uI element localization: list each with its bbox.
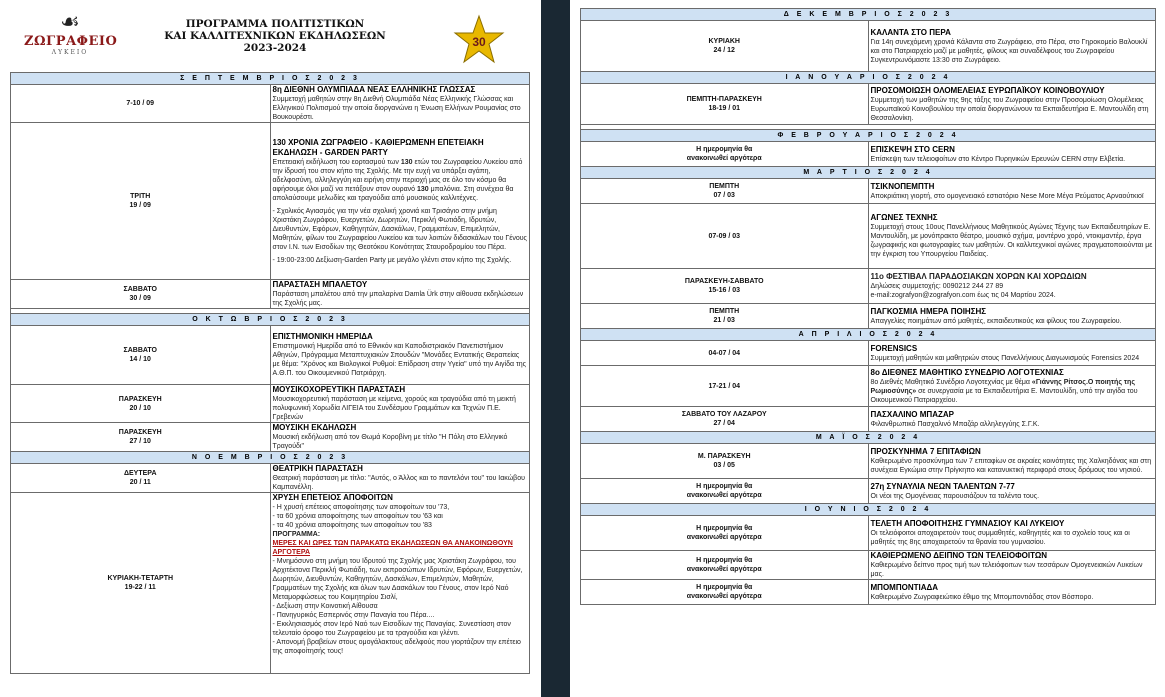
event-body	[270, 464, 530, 493]
text-fragment: Επετειακή εκδήλωση του εορτασμού των	[272, 158, 401, 166]
text-fragment: 130	[417, 185, 429, 193]
event-date	[581, 304, 869, 329]
event-day-number: 07 / 03	[713, 192, 735, 199]
event-day-number: ανακοινωθεί αργότερα	[686, 534, 762, 541]
event-title: ΜΟΥΣΙΚΗ ΕΚΔΗΛΩΣΗ	[272, 423, 357, 432]
event-row	[581, 341, 1156, 366]
month-header-april: Α Π Ρ Ι Λ Ι Ο Σ 2 0 2 4	[581, 329, 1156, 341]
event-row	[581, 444, 1156, 479]
event-date: 07-09 / 03	[581, 204, 869, 269]
event-body	[868, 179, 1156, 204]
event-description: Συγκεντρωνόμαστε 13:30 στο Ζωγράφειο.	[870, 56, 1001, 64]
event-title: ΜΟΥΣΙΚΟΧΟΡΕΥΤΙΚΗ ΠΑΡΑΣΤΑΣΗ	[272, 385, 406, 394]
event-row	[581, 551, 1156, 580]
event-title: ΕΠΙΣΤΗΜΟΝΙΚΗ ΗΜΕΡΙΔΑ	[272, 332, 373, 341]
anniversary-star-icon	[453, 14, 505, 66]
event-body	[868, 366, 1156, 407]
event-row	[11, 326, 530, 385]
star-badge-text: 30	[472, 35, 486, 49]
event-date	[581, 142, 869, 167]
left-page	[0, 0, 541, 697]
event-body	[868, 84, 1156, 125]
event-body	[868, 21, 1156, 72]
event-date: 04-07 / 04	[581, 341, 869, 366]
event-title: ΑΓΩΝΕΣ ΤΕΧΝΗΣ	[870, 213, 938, 222]
event-title: ΤΕΛΕΤΗ ΑΠΟΦΟΙΤΗΣΗΣ ΓΥΜΝΑΣΙΟΥ ΚΑΙ ΛΥΚΕΙΟΥ	[870, 519, 1065, 528]
event-description: Μουσικοχορευτική παράσταση με κείμενα, χορούς και τραγούδια από τη μεικτή πολυφωνική Χορωδία ΛΙΓΕΙΑ του Συνδέσμου Γραμμάτων και Τεχνών Π.Ε. Γρεβενών	[272, 396, 516, 421]
page-title	[150, 18, 400, 54]
contact-email: e-mail:zografyon@zografyon.com έως τις 04 Μαρτίου 2024.	[870, 292, 1056, 299]
event-date	[581, 580, 869, 605]
event-day: ΠΕΜΠΤΗ-ΠΑΡΑΣΚΕΥΗ	[686, 96, 762, 103]
event-description: Απαγγελίες ποιημάτων από μαθητές, εκπαιδευτικούς και φίλους του Ζωγραφείου.	[870, 317, 1122, 325]
event-body	[868, 551, 1156, 580]
event-day-number: 14 / 10	[129, 356, 151, 363]
logo-subtitle: ΛΥΚΕΙΟ	[51, 49, 89, 56]
event-title: 130 ΧΡΟΝΙΑ ΖΩΓΡΑΦΕΙΟ - ΚΑΘΙΕΡΩΜΕΝΗ ΕΠΕΤΕΙΑΚΗ ΕΚΔΗΛΩΣΗ - GARDEN PARTY	[272, 137, 484, 157]
event-row	[581, 304, 1156, 329]
event-title: ΘΕΑΤΡΙΚΗ ΠΑΡΑΣΤΑΣΗ	[272, 464, 363, 473]
event-day: ΔΕΥΤΕΡΑ	[123, 470, 157, 477]
event-title: ΠΑΓΚΟΣΜΙΑ ΗΜΕΡΑ ΠΟΙΗΣΗΣ	[870, 306, 987, 316]
event-day-number: 20 / 10	[129, 404, 151, 412]
event-row	[581, 142, 1156, 167]
event-date	[11, 385, 271, 423]
event-body	[868, 204, 1156, 269]
event-title: 11ο ΦΕΣΤΙΒΑΛ ΠΑΡΑΔΟΣΙΑΚΩΝ ΧΟΡΩΝ ΚΑΙ ΧΟΡΩΔΙΩΝ	[870, 272, 1087, 281]
month-header-february: Φ Ε Β Ρ Ο Υ Α Ρ Ι Ο Σ 2 0 2 4	[581, 130, 1156, 142]
event-title: 8η ΔΙΕΘΝΗ ΟΛΥΜΠΙΑΔΑ ΝΕΑΣ ΕΛΛΗΝΙΚΗΣ ΓΛΩΣΣΑΣ	[272, 85, 476, 94]
event-body	[868, 142, 1156, 167]
month-header-june: Ι Ο Υ Ν Ι Ο Σ 2 0 2 4	[581, 504, 1156, 516]
schedule-table-right	[580, 8, 1156, 605]
event-date: 17-21 / 04	[581, 366, 869, 407]
event-date	[11, 464, 271, 493]
event-title: ΚΑΛΑΝΤΑ ΣΤΟ ΠΕΡΑ	[870, 27, 951, 37]
event-row	[581, 204, 1156, 269]
event-date	[11, 493, 271, 674]
event-date	[581, 551, 869, 580]
title-line-1: ΠΡΟΓΡΑΜΜΑ ΠΟΛΙΤΙΣΤΙΚΩΝ	[185, 18, 365, 30]
event-description: Φιλανθρωπικό Πασχαλινό Μπαζάρ αλληλεγγύης Σ.Γ.Κ.	[870, 420, 1040, 428]
event-day: Η ημερομηνία θα	[696, 525, 753, 532]
event-description: - Μνημόσυνο στη μνήμη του Ιδρυτού της Σχολής μας Χριστάκη Ζωγράφου, του Αρχιτέκτονα Περικλή Φωτιάδη, των εκπροσώπων Ιδρυτών, Εφόρων, Ευεργετών, Δωρητών, Διευθυντών, Καθηγητών, Δασκάλων, Επιμελητών, Μαθητών, Γραμματέων της Σχολής και όλων των Δασκάλων του Γένους, στον Ιερό Ναό Μεταμορφώσεως του Κοιμητηρίου Σισλί,	[272, 558, 523, 601]
event-description: Οι νέοι της Ομογένειας παρουσιάζουν τα ταλέντα τους.	[870, 492, 1040, 500]
event-row	[581, 479, 1156, 504]
month-header-january: Ι Α Ν Ο Υ Α Ρ Ι Ο Σ 2 0 2 4	[581, 72, 1156, 84]
event-row	[11, 280, 530, 309]
event-date	[11, 423, 271, 452]
event-description: - Η χρυσή επέτειος αποφοίτησης των αποφοίτων του '73,	[272, 504, 450, 511]
event-day: ΤΡΙΤΗ	[130, 193, 151, 200]
event-body	[270, 385, 530, 423]
event-title: ΠΑΡΑΣΤΑΣΗ ΜΠΑΛΕΤΟΥ	[272, 280, 368, 289]
event-day: ΠΕΜΠΤΗ	[709, 183, 740, 190]
event-date	[581, 269, 869, 304]
event-day: Η ημερομηνία θα	[696, 584, 753, 591]
event-body	[270, 123, 530, 280]
text-fragment: 130	[400, 158, 413, 166]
event-description: Συμμετοχή μαθητών και μαθητριών στους Πανελλήνιους Διαγωνισμούς Forensics 2024	[870, 354, 1140, 362]
event-day: Η ημερομηνία θα	[696, 146, 753, 153]
event-row	[11, 423, 530, 452]
event-description: - Δεξίωση στην Κοινοτική Αίθουσα	[272, 603, 378, 610]
event-body	[868, 304, 1156, 329]
event-row	[581, 580, 1156, 605]
event-body	[270, 493, 530, 674]
event-description: Επιστημονική Ημερίδα από το Εθνικόν και Καποδιστριακόν Πανεπιστήμιον Αθηνών, Πρόγραμμα Μεταπτυχιακών Σπουδών "Μονάδες Εντατικής Θεραπείας με θέμα: "Χρόνος και Βιολογικοί Ρυθμοί: Επίδραση στην Υγεία" υπό την Αιγίδα της Α.Θ.Π. του Οικουμενικού Πατριάρχη.	[272, 343, 527, 377]
event-day: ΚΥΡΙΑΚΗ-ΤΕΤΑΡΤΗ	[107, 575, 174, 582]
event-description: - τα 60 χρόνια αποφοίτησης των αποφοίτων του '63 και	[272, 513, 443, 520]
event-date	[581, 179, 869, 204]
event-day: Η ημερομηνία θα	[696, 557, 753, 564]
event-date	[581, 84, 869, 125]
event-date	[581, 444, 869, 479]
event-title: ΤΣΙΚΝΟΠΕΜΠΤΗ	[870, 181, 935, 191]
event-title: ΠΑΣΧΑΛΙΝΟ ΜΠΑΖΑΡ	[870, 409, 954, 419]
event-date	[11, 280, 271, 309]
event-description	[871, 378, 1154, 405]
event-day-number: ανακοινωθεί αργότερα	[686, 492, 762, 499]
event-day: ΣΑΒΒΑΤΟ	[123, 347, 157, 354]
event-row	[581, 366, 1156, 407]
event-day: ΚΥΡΙΑΚΗ	[708, 38, 740, 45]
text-fragment: 8ο Διεθνές Μαθητικό Συνέδριο Λογοτεχνίας με θέμα	[870, 378, 1032, 386]
event-date: 7-10 / 09	[11, 85, 271, 123]
event-title: ΚΑΘΙΕΡΩΜΕΝΟ ΔΕΙΠΝΟ ΤΩΝ ΤΕΛΕΙΟΦΟΙΤΩΝ	[870, 551, 1048, 560]
event-day-number: ανακοινωθεί αργότερα	[686, 593, 762, 600]
month-header-may: Μ Α Ϊ Ο Σ 2 0 2 4	[581, 432, 1156, 444]
event-description: - Απονομή βραβείων στους ομογάλακτους αδελφούς που γιορτάζουν την επέτειο της αποφοίτησής τους!	[272, 639, 521, 655]
event-day: ΣΑΒΒΑΤΟ ΤΟΥ ΛΑΖΑΡΟΥ	[681, 411, 767, 418]
event-description: Συμμετοχή μαθητών στην 8η Διεθνή Ολυμπιάδα Νέας Ελληνικής Γλώσσας και Ελληνικού Πολιτισμού την οποία διοργανώνει η Ένωση Ελλήνων Ρουμανίας στο Βουκουρέστι.	[272, 96, 521, 121]
month-header-october: Ο Κ Τ Ω Β Ρ Ι Ο Σ 2 0 2 3	[11, 314, 530, 326]
event-body	[868, 444, 1156, 479]
event-day-number: 15-16 / 03	[708, 287, 741, 294]
school-logo	[24, 12, 116, 56]
event-description: Επίσκεψη των τελειοφοίτων στο Κέντρο Πυρηνικών Ερευνών CERN στην Ελβετία.	[870, 155, 1126, 163]
right-page	[570, 0, 1165, 697]
event-description: Παράσταση μπαλέτου από την μπαλαρίνα Damla Ürk στην αίθουσα εκδηλώσεων της Σχολής μας.	[272, 291, 524, 307]
event-description: Μουσική εκδήλωση από τον Θωμά Κοροβίνη με τίτλο "Η Πόλη στο Ελληνικό Τραγούδι"	[272, 434, 508, 450]
event-description: Για 14η συνεχόμενη χρονιά Κάλαντα στο Ζωγράφειο, στο Πέρα, στο Γηροκομείο Βαλουκλί και στο Πατριαρχείο μαζί με μαθητές, φίλους και συναδέλφους του Ζωγραφείου	[870, 38, 1148, 55]
event-description: Καθιερωμένο δείπνο προς τιμή των τελειόφοιτων των τεσσάρων Ομογενειακών Λυκείων μας.	[870, 562, 1143, 578]
event-body	[868, 479, 1156, 504]
event-day: ΠΕΜΠΤΗ	[709, 308, 740, 315]
month-header-march: Μ Α Ρ Τ Ι Ο Σ 2 0 2 4	[581, 167, 1156, 179]
event-row	[581, 179, 1156, 204]
event-title: ΠΡΟΣΚΥΝΗΜΑ 7 ΕΠΙΤΑΦΙΩΝ	[870, 447, 981, 456]
event-row	[581, 516, 1156, 551]
program-label: ΠΡΟΓΡΑΜΜΑ:	[272, 531, 321, 538]
event-day-number: 30 / 09	[129, 295, 151, 302]
event-row	[581, 21, 1156, 72]
event-description: Αποκριάτικη γιορτή, στο ομογενειακό εστιατόριο Nese More Μέγα Ρεύματος Αρναούτκιοϊ	[870, 192, 1144, 200]
event-day-number: 19 / 09	[129, 202, 151, 209]
event-day-number: ανακοινωθεί αργότερα	[686, 566, 762, 573]
event-row	[11, 385, 530, 423]
event-description: Θεατρική παράσταση με τίτλο: "Αυτός, ο Άλλος και το παντελόνι του" του Ιακώβου Καμπανέλλη.	[272, 475, 525, 491]
event-row	[11, 123, 530, 280]
event-title: ΠΡΟΣΟΜΟΙΩΣΗ ΟΛΟΜΕΛΕΙΑΣ ΕΥΡΩΠΑΪΚΟΥ ΚΟΙΝΟΒΟΥΛΙΟΥ	[870, 85, 1105, 95]
event-description: Καθιερωμένο Ζωγραφειώτικο έθιμο της Μπομποντιάδας στον Βόσπορο.	[870, 593, 1094, 601]
event-day-number: 20 / 11	[129, 479, 151, 486]
event-description: Καθιερωμένο προσκύνημα των 7 επιταφίων σε ακραίες κοινότητες της Χαλκηδόνας και στη συνέχεια Εγκώμια στην Πρίγκηπο και κατανυκτική περιφορά στους δρόμους του νησιού.	[870, 458, 1152, 474]
event-day: ΣΑΒΒΑΤΟ	[123, 286, 157, 293]
event-day-number: 18-19 / 01	[708, 105, 741, 112]
event-row	[11, 464, 530, 493]
event-row	[11, 85, 530, 123]
event-row	[581, 84, 1156, 125]
event-description: - Σχολικός Αγιασμός για την νέα σχολική χρονιά και Τρισάγιο στην μνήμη Χριστάκη Ζωγράφου, Ευεργετών, Δωρητών, Περικλή Φωτιάδη, Ιδρυτών, Διευθυντών, Εφόρων, Καθηγητών, Δασκάλων, Γραμματέων, Επιμελητών, Μαθητών, φίλων του Ζωγραφείου Λυκείου και των λοιπών διδασκάλων του Γένους στον Ι.Ν. των Εισοδίων της Θεοτόκου Κοινότητας Σταυροδρομίου του Πέρα.	[272, 207, 527, 251]
event-row	[581, 407, 1156, 432]
event-day: ΠΑΡΑΣΚΕΥΗ	[118, 395, 162, 403]
event-day: ΠΑΡΑΣΚΕΥΗ	[118, 429, 162, 436]
event-date	[11, 326, 271, 385]
event-body	[868, 341, 1156, 366]
event-row	[11, 493, 530, 674]
event-description: - Εκκλησιασμός στον Ιερό Ναό των Εισοδίων της Παναγίας. Συνεστίαση στον τελευταίο όροφο του Ζωγραφείου με τα τραγούδια και γλέντι.	[272, 621, 511, 637]
event-description: Συμμετοχή των μαθητών της 9ης τάξης του Ζωγραφείου στην Προσομοίωση Ολομέλειας Ευρωπαϊκού Κοινοβουλίου την οποία διοργανώνουν τα Εκπαιδευτήρια Ε. Μαντουλίδη στη Θεσσαλονίκη.	[870, 96, 1149, 122]
event-day-number: 24 / 12	[713, 47, 735, 54]
text-fragment: ετών του Ζωγραφείου Λυκείου από την ίδρυσή του στον κήπο της Σχολής. Με την ευχή να υπάρξει αγάπη, αδελφοσύνη, αλληλεγγύη και ειρήνη στην περιοχή μας σε όλο τον κόσμο θα αφήσουμε όλοι μαζί να πετάξουν στον ουρανό	[272, 158, 523, 193]
event-title: ΜΠΟΜΠΟΝΤΙΑΔΑ	[870, 582, 939, 592]
page-header	[0, 0, 541, 72]
event-date	[581, 479, 869, 504]
event-body	[270, 423, 530, 452]
event-day-number: 27 / 04	[713, 420, 735, 427]
logo-name: ΖΩΓΡΑΦΕΙΟ	[24, 34, 118, 49]
month-header-november: Ν Ο Ε Μ Β Ρ Ι Ο Σ 2 0 2 3	[11, 452, 530, 464]
event-body	[270, 85, 530, 123]
event-date	[581, 21, 869, 72]
event-description: - Πανηγυρικός Εσπερινός στην Παναγία του Πέρα....	[272, 612, 435, 619]
event-body	[868, 269, 1156, 304]
event-body	[270, 326, 530, 385]
event-day-number: ανακοινωθεί αργότερα	[686, 155, 762, 162]
event-body	[270, 280, 530, 309]
title-line-2: ΚΑΙ ΚΑΛΛΙΤΕΧΝΙΚΩΝ ΕΚΔΗΛΩΣΕΩΝ	[164, 30, 386, 42]
event-title: 8ο ΔΙΕΘΝΕΣ ΜΑΘΗΤΙΚΟ ΣΥΝΕΔΡΙΟ ΛΟΓΟΤΕΧΝΙΑΣ	[870, 367, 1064, 377]
event-day: Η ημερομηνία θα	[696, 483, 753, 490]
event-description: Οι τελειόφοιτοι αποχαιρετούν τους συμμαθητές, καθηγητές και το σχολείο τους και οι μαθητές της 8ης αποχαιρετούν τα θρανία του γυμνασίου.	[870, 530, 1130, 546]
logo-emblem-icon: ☙	[60, 10, 80, 35]
event-body	[868, 580, 1156, 605]
event-date	[581, 516, 869, 551]
event-day-number: 19-22 / 11	[124, 584, 156, 591]
event-row	[581, 269, 1156, 304]
text-fragment: μπαλόνια. Στη συνέχεια θα απολαύσουμε μελωδίες και τραγούδια από μουσικούς καλλιτέχνες.	[272, 185, 514, 202]
event-date	[11, 123, 271, 280]
event-title: FORENSICS	[870, 343, 918, 353]
event-description: Συμμετοχή στους 10ους Πανελλήνιους Μαθητικούς Αγώνες Τέχνης των Εκπαιδευτηρίων Ε. Μαντουλίδη, με μονόπρακτο θέατρο, μουσικό σχήμα, μοντέρνο χορό, ντοκιμαντέρ, έργα ζωγραφικής και φωτογραφίες των μαθητών. Οι καλλιτεχνικοί αγώνες πραγματοποιούνται με την έγκριση του Υπουργείου Παιδείας.	[870, 224, 1153, 258]
title-line-3: 2023-2024	[243, 42, 307, 54]
event-body	[868, 407, 1156, 432]
event-day-number: 21 / 03	[713, 317, 735, 324]
event-day-number: 03 / 05	[713, 462, 735, 469]
event-description: Δηλώσεις συμμετοχής: 0090212 244 27 89	[870, 283, 1004, 290]
event-day: Μ. ΠΑΡΑΣΚΕΥΗ	[697, 453, 751, 460]
event-description: - τα 40 χρόνια αποφοίτησης των αποφοίτων του '83	[272, 522, 432, 529]
event-description: - 19:00-23:00 Δεξίωση-Garden Party με μεγάλο γλέντι στον κήπο της Σχολής.	[272, 256, 512, 264]
event-title: ΕΠΙΣΚΕΨΗ ΣΤΟ CERN	[870, 144, 955, 154]
text-fragment: «Γιάννης Ρίτσος.Ο ποιητής της Ρωμιοσύνης»	[870, 378, 1135, 395]
event-title: 27η ΣΥΝΑΥΛΙΑ ΝΕΩΝ ΤΑΛΕΝΤΩΝ 7-77	[870, 481, 1015, 491]
schedule-table-left	[10, 72, 530, 674]
text-fragment: σε συνεργασία με τα Εκπαιδευτήρια Ε. Μαντουλίδη, υπό την αιγίδα του Οικουμενικού Πατριαρχείου.	[870, 387, 1138, 404]
event-day: ΠΑΡΑΣΚΕΥΗ-ΣΑΒΒΑΤΟ	[684, 278, 764, 285]
month-header-september: Σ Ε Π Τ Ε Μ Β Ρ Ι Ο Σ 2 0 2 3	[11, 73, 530, 85]
schedule-warning: ΜΕΡΕΣ ΚΑΙ ΩΡΕΣ ΤΩΝ ΠΑΡΑΚΑΤΩ ΕΚΔΗΛΩΣΕΩΝ ΘΑ ΑΝΑΚΟΙΝΩΘΟΥΝ ΑΡΓΟΤΕΡΑ	[272, 540, 513, 556]
event-day-number: 27 / 10	[129, 438, 151, 445]
event-body	[868, 516, 1156, 551]
month-header-december: Δ Ε Κ Ε Μ Β Ρ Ι Ο Σ 2 0 2 3	[581, 9, 1156, 21]
event-description	[273, 158, 528, 203]
event-date	[581, 407, 869, 432]
event-title: ΧΡΥΣΗ ΕΠΕΤΕΙΟΣ ΑΠΟΦΟΙΤΩΝ	[272, 493, 393, 502]
